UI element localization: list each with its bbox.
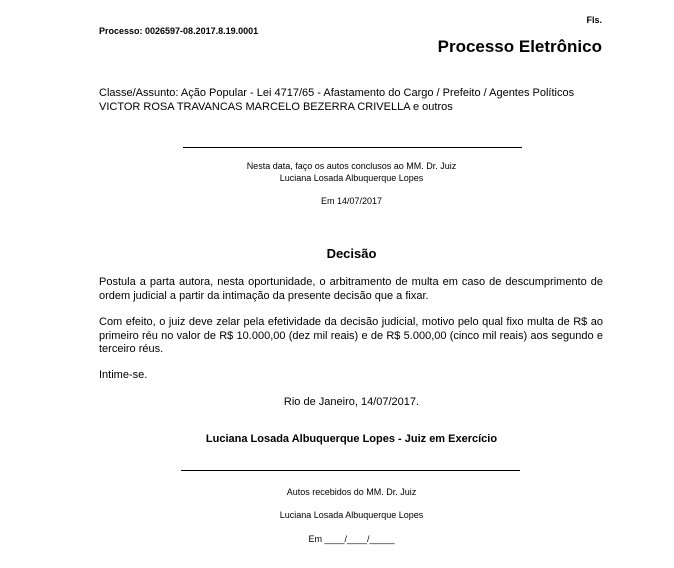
document-title: Processo Eletrônico [437,37,602,56]
recebimento-line-2: Luciana Losada Albuquerque Lopes [279,510,424,520]
conclusao-block [100,160,603,184]
conclusao-line-2: Luciana Losada Albuquerque Lopes [279,173,424,183]
recebimento-line-1: Autos recebidos do MM. Dr. Juiz [286,487,417,497]
process-number: Processo: 0026597-08.2017.8.19.0001 [99,26,259,36]
decision-heading: Decisão [326,246,377,261]
decision-paragraph-2: Com efeito, o juiz deve zelar pela efetividade da decisão judicial, motivo pelo qual fixo multa de R$ ao primeiro réu no valor de R$ 10.000,00 (dez mil reais) e de R$ 5.000,00 (cinco mil reais) aos segundo e terceiro réus. [99,316,603,355]
recebimento-date: Em ____/____/_____ [308,534,395,544]
decision-paragraph-3: Intime-se. [99,369,148,381]
classe-assunto: Classe/Assunto: Ação Popular - Lei 4717/65 - Afastamento do Cargo / Prefeito / Agentes Políticos [99,87,575,99]
fls-label: Fls. [586,15,602,25]
decision-paragraph-1: Postula a parta autora, nesta oportunidade, o arbitramento de multa em caso de descumprimento de ordem judicial a partir da intimação da presente decisão que a fixar. [99,276,603,302]
divider-top [183,147,522,148]
divider-bottom [181,470,520,471]
case-info [99,86,619,114]
partes: VICTOR ROSA TRAVANCAS MARCELO BEZERRA CRIVELLA e outros [99,101,453,113]
conclusao-line-1: Nesta data, faço os autos conclusos ao MM. Dr. Juiz [246,161,457,171]
place-date: Rio de Janeiro, 14/07/2017. [283,396,420,408]
conclusao-date: Em 14/07/2017 [320,196,383,206]
judge-signature: Luciana Losada Albuquerque Lopes - Juiz em Exercício [205,433,498,445]
